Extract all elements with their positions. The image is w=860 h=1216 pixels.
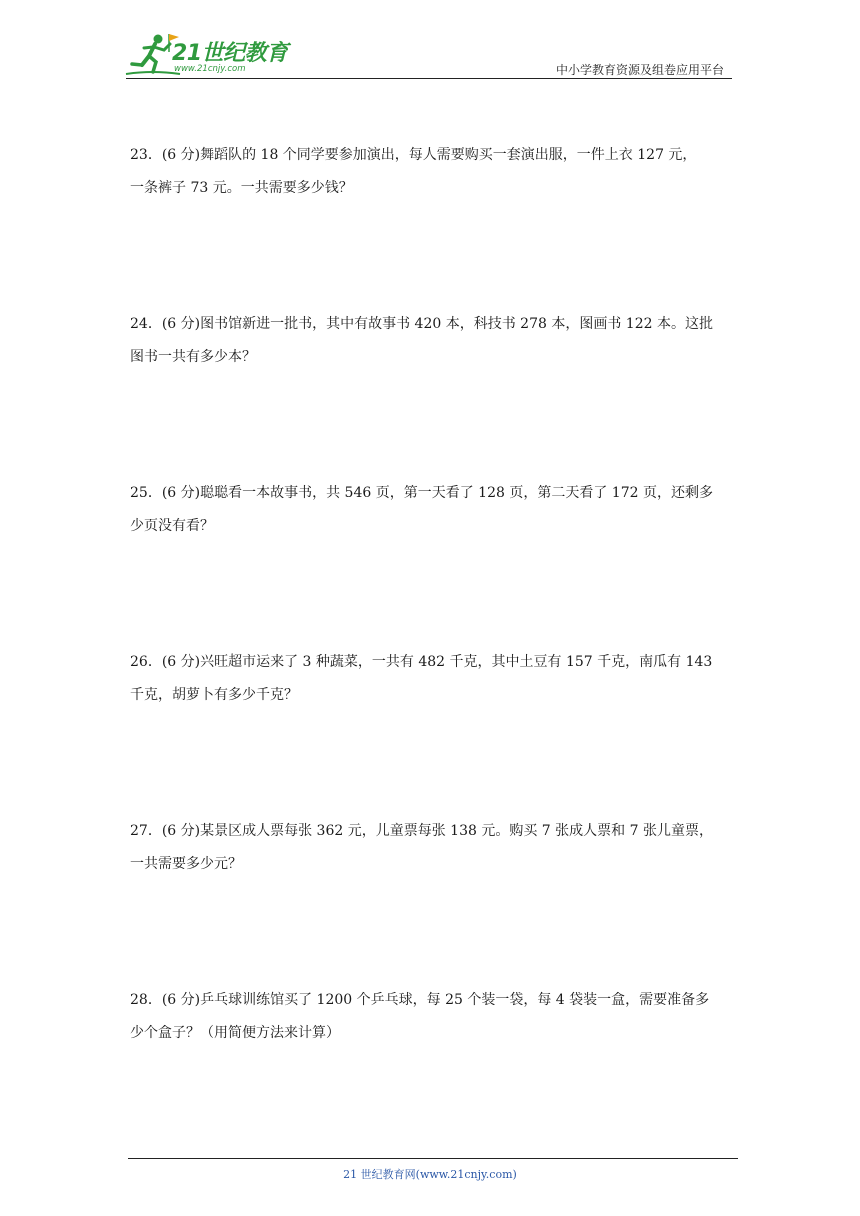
page-header [0, 0, 860, 90]
logo-text: 21世纪教育 [172, 41, 288, 66]
question-text-line: 25．(6 分)聪聪看一本故事书，共 546 页，第一天看了 128 页，第二天看了 172 页，还剩多 [130, 485, 713, 501]
logo-url: www.21cnjy.com [174, 64, 246, 74]
footer-divider [128, 1158, 738, 1159]
question-text-line: 图书一共有多少本？ [130, 349, 256, 365]
question-text-line: 千克，胡萝卜有多少千克？ [130, 687, 298, 703]
question-text-line: 26．(6 分)兴旺超市运来了 3 种蔬菜，一共有 482 千克，其中土豆有 157 千克，南瓜有 143 [130, 654, 713, 670]
question-text-line: 28．(6 分)乒乓球训练馆买了 1200 个乒乓球，每 25 个装一袋，每 4 袋装一盒，需要准备多 [130, 992, 710, 1008]
question-text-line: 23．(6 分)舞蹈队的 18 个同学要参加演出，每人需要购买一套演出服，一件上衣 127 元， [130, 147, 697, 163]
question-text-line: 一条裤子 73 元。一共需要多少钱？ [130, 180, 353, 196]
header-divider [126, 78, 732, 79]
question-text-line: 少页没有看？ [130, 518, 214, 534]
site-logo[interactable] [122, 30, 292, 80]
header-tagline: 中小学教育资源及组卷应用平台 [555, 63, 724, 77]
question-text-line: 27．(6 分)某景区成人票每张 362 元，儿童票每张 138 元。购买 7 张成人票和 7 张儿童票， [130, 823, 713, 839]
question-text-line: 一共需要多少元？ [130, 856, 242, 872]
question-text-line: 少个盒子？（用简便方法来计算） [130, 1025, 340, 1041]
question-28 [130, 984, 730, 1050]
question-23 [130, 139, 730, 205]
question-25 [130, 477, 730, 543]
question-27 [130, 815, 730, 881]
question-26 [130, 646, 730, 712]
question-text-line: 24．(6 分)图书馆新进一批书，其中有故事书 420 本，科技书 278 本，图画书 122 本。这批 [130, 316, 713, 332]
footer-link[interactable]: 21 世纪教育网(www.21cnjy.com) [343, 1168, 517, 1181]
question-24 [130, 308, 730, 374]
